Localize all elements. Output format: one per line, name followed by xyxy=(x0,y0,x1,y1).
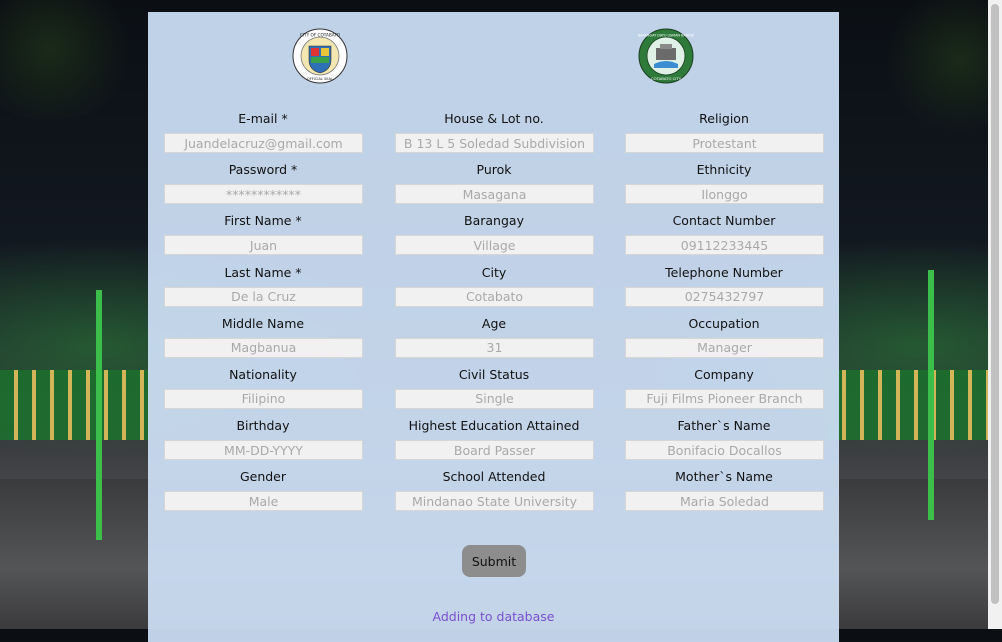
house-lot-input[interactable] xyxy=(395,133,594,153)
field-label: Purok xyxy=(476,162,512,178)
telephone-number-input[interactable] xyxy=(625,287,824,307)
field-religion xyxy=(624,110,824,161)
field-birthday xyxy=(163,417,363,468)
seal-text-bottom: COTABATO CITY xyxy=(650,76,682,81)
mother-name-input[interactable] xyxy=(625,491,824,511)
field-house-lot xyxy=(394,110,594,161)
field-label: School Attended xyxy=(442,469,546,485)
field-civil-status xyxy=(394,366,594,417)
occupation-input[interactable] xyxy=(625,338,824,358)
background-palm-right xyxy=(880,0,1002,130)
field-telephone-number xyxy=(624,264,824,315)
field-label: Nationality xyxy=(229,366,297,382)
field-label: Birthday xyxy=(236,418,290,434)
field-last-name xyxy=(163,264,363,315)
field-label: Ethnicity xyxy=(696,162,752,178)
purok-input[interactable] xyxy=(395,184,594,204)
form-column-other xyxy=(624,110,824,520)
field-label: Telephone Number xyxy=(665,264,783,280)
civil-status-input[interactable] xyxy=(395,389,594,409)
field-occupation xyxy=(624,315,824,366)
field-label: Religion xyxy=(699,111,749,126)
field-education xyxy=(394,417,594,468)
field-password xyxy=(163,161,363,212)
field-company xyxy=(624,366,824,417)
middle-name-input[interactable] xyxy=(164,338,363,358)
field-barangay xyxy=(394,212,594,263)
seal-text-top: CITY OF COTABATO xyxy=(299,32,341,38)
field-label: Contact Number xyxy=(672,213,776,229)
field-label: Barangay xyxy=(464,213,524,229)
field-label: Father`s Name xyxy=(677,418,771,434)
field-mother-name xyxy=(624,468,824,519)
background-palm-left xyxy=(0,0,140,120)
field-city xyxy=(394,264,594,315)
field-father-name xyxy=(624,417,824,468)
field-purok xyxy=(394,161,594,212)
last-name-input[interactable] xyxy=(164,287,363,307)
background-lamp-right xyxy=(928,270,934,520)
field-label: Civil Status xyxy=(458,366,530,382)
email-input[interactable] xyxy=(164,133,363,153)
field-nationality xyxy=(163,366,363,417)
field-label: Occupation xyxy=(688,315,760,331)
form-column-address xyxy=(394,110,594,520)
city-seal-icon xyxy=(292,28,348,84)
field-label: Password * xyxy=(228,162,298,178)
field-age xyxy=(394,315,594,366)
barangay-seal-icon xyxy=(638,28,694,84)
field-gender xyxy=(163,468,363,519)
field-label: City xyxy=(481,264,507,280)
scrollbar-thumb[interactable] xyxy=(991,4,999,604)
seal-text-top: BARANGAY DATU USMAN BARODI xyxy=(638,33,694,38)
submit-button[interactable]: Submit xyxy=(462,545,526,577)
field-label: Age xyxy=(481,315,507,331)
contact-number-input[interactable] xyxy=(625,235,824,255)
field-label: Middle Name xyxy=(221,315,305,331)
birthday-input[interactable] xyxy=(164,440,363,460)
background-building-left xyxy=(0,370,150,440)
page-scrollbar[interactable] xyxy=(988,0,1002,629)
field-label: Mother`s Name xyxy=(675,469,773,485)
gender-input[interactable] xyxy=(164,491,363,511)
field-label: House & Lot no. xyxy=(444,111,544,126)
ethnicity-input[interactable] xyxy=(625,184,824,204)
field-label: Gender xyxy=(239,469,287,485)
background-building-right xyxy=(828,370,988,440)
company-input[interactable] xyxy=(625,389,824,409)
city-input[interactable] xyxy=(395,287,594,307)
field-label: First Name * xyxy=(224,213,302,229)
field-ethnicity xyxy=(624,161,824,212)
field-label: Company xyxy=(694,366,754,382)
nationality-input[interactable] xyxy=(164,389,363,409)
status-message: Adding to database xyxy=(432,609,555,624)
field-email xyxy=(163,110,363,161)
father-name-input[interactable] xyxy=(625,440,824,460)
field-label: E-mail * xyxy=(238,111,288,126)
first-name-input[interactable] xyxy=(164,235,363,255)
background-lamp-left xyxy=(96,290,102,540)
age-input[interactable] xyxy=(395,338,594,358)
field-contact-number xyxy=(624,212,824,263)
seal-text-bottom: OFFICIAL SEAL xyxy=(306,77,334,81)
field-middle-name xyxy=(163,315,363,366)
education-input[interactable] xyxy=(395,440,594,460)
password-input[interactable] xyxy=(164,184,363,204)
school-input[interactable] xyxy=(395,491,594,511)
registration-panel xyxy=(148,12,839,642)
field-first-name xyxy=(163,212,363,263)
field-school xyxy=(394,468,594,519)
barangay-input[interactable] xyxy=(395,235,594,255)
form-column-personal xyxy=(163,110,363,520)
field-label: Highest Education Attained xyxy=(408,418,580,434)
religion-input[interactable] xyxy=(625,133,824,153)
field-label: Last Name * xyxy=(224,264,302,280)
